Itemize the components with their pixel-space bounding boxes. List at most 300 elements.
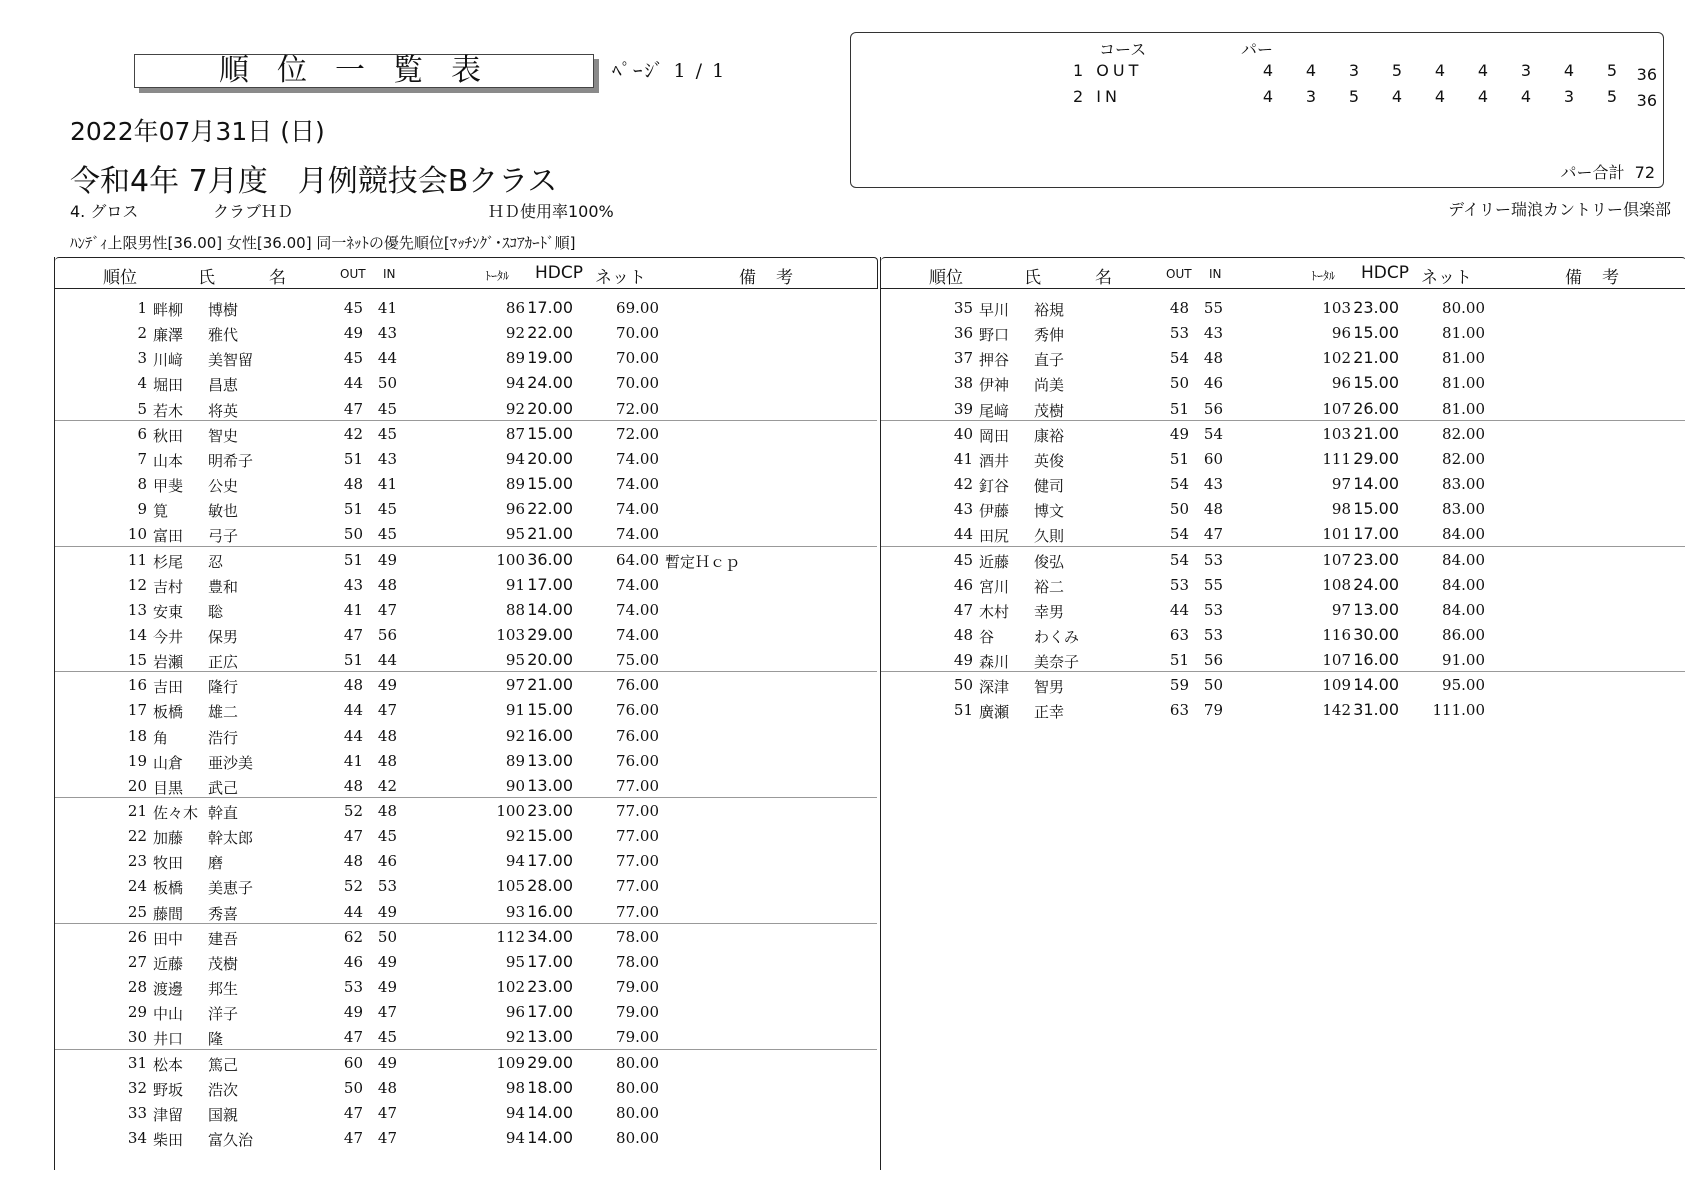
in-score-cell: 45 <box>377 1028 397 1047</box>
net-score-cell: 81.00 <box>1442 324 1485 343</box>
net-score-cell: 74.00 <box>616 575 659 594</box>
hdcp-cell: 34.00 <box>527 926 573 946</box>
hdcp-cell: 21.00 <box>527 524 573 544</box>
rank-cell: 29 <box>127 1003 147 1022</box>
total-score-cell: 89 <box>505 475 525 494</box>
table-row <box>881 421 1685 446</box>
total-score-cell: 96 <box>1331 374 1351 393</box>
net-score-cell: 70.00 <box>616 324 659 343</box>
net-score-cell: 72.00 <box>616 399 659 418</box>
out-score-cell: 47 <box>343 399 363 418</box>
col-hdcp: HDCP <box>535 263 583 283</box>
in-score-cell: 47 <box>377 701 397 720</box>
in-score-cell: 49 <box>377 902 397 921</box>
in-score-cell: 56 <box>1203 399 1223 418</box>
course-name: 1 OUT <box>1073 61 1143 80</box>
surname-cell: 藤間 <box>153 904 184 923</box>
given-name-cell: 正幸 <box>1034 703 1065 722</box>
given-name-cell: 雄二 <box>208 703 239 722</box>
surname-cell: 深津 <box>979 678 1010 697</box>
in-score-cell: 44 <box>377 349 397 368</box>
club-name: デイリー瑞浪カントリー倶楽部 <box>1448 200 1671 219</box>
table-row <box>55 622 877 647</box>
rank-cell: 24 <box>127 877 147 896</box>
course-row <box>851 61 1663 85</box>
surname-cell: 田尻 <box>979 527 1010 546</box>
out-score-cell: 47 <box>343 1028 363 1047</box>
table-row <box>55 1125 877 1150</box>
table-row <box>55 873 877 898</box>
out-score-cell: 53 <box>1169 575 1189 594</box>
in-score-cell: 55 <box>1203 299 1223 317</box>
in-score-cell: 42 <box>377 776 397 795</box>
hdcp-cell: 16.00 <box>527 725 573 745</box>
surname-cell: 尾﨑 <box>979 401 1010 420</box>
net-score-cell: 91.00 <box>1442 651 1485 670</box>
hdcp-cell: 13.00 <box>527 750 573 770</box>
surname-cell: 吉田 <box>153 678 184 697</box>
in-score-cell: 48 <box>377 1078 397 1097</box>
given-name-cell: 浩次 <box>208 1080 239 1099</box>
in-score-cell: 56 <box>377 625 397 644</box>
par-total-label: パー合計 <box>1560 163 1625 182</box>
out-score-cell: 48 <box>1169 299 1189 317</box>
par-header: パー <box>1241 40 1274 59</box>
total-score-cell: 92 <box>505 726 525 745</box>
col-name-sur: 氏 <box>198 268 215 288</box>
scoring-format: 4. グロス <box>70 202 139 221</box>
net-score-cell: 84.00 <box>1442 575 1485 594</box>
net-score-cell: 74.00 <box>616 475 659 494</box>
net-score-cell: 76.00 <box>616 701 659 720</box>
given-name-cell: 秀喜 <box>208 904 239 923</box>
col-remarks-1: 備 <box>1565 268 1582 288</box>
table-row <box>55 823 877 848</box>
table-row <box>881 697 1685 722</box>
given-name-cell: 将英 <box>208 401 239 420</box>
total-score-cell: 142 <box>1322 701 1351 720</box>
hd-rate: ＨＤ使用率100% <box>488 202 614 221</box>
in-score-cell: 50 <box>377 927 397 946</box>
out-score-cell: 53 <box>343 978 363 997</box>
out-score-cell: 54 <box>1169 550 1189 569</box>
hdcp-cell: 15.00 <box>1353 499 1399 519</box>
hdcp-cell: 15.00 <box>527 826 573 846</box>
given-name-cell: 聡 <box>208 602 224 621</box>
hole-par: 5 <box>1391 61 1402 80</box>
net-score-cell: 84.00 <box>1442 550 1485 569</box>
out-score-cell: 54 <box>1169 475 1189 494</box>
rank-cell: 8 <box>137 475 147 494</box>
rank-cell: 23 <box>127 852 147 871</box>
net-score-cell: 83.00 <box>1442 500 1485 519</box>
total-score-cell: 103 <box>1322 299 1351 317</box>
given-name-cell: 美智留 <box>208 351 254 370</box>
net-score-cell: 80.00 <box>616 1078 659 1097</box>
table-row <box>55 647 877 672</box>
hole-par: 5 <box>1606 87 1617 106</box>
surname-cell: 杉尾 <box>153 552 184 571</box>
col-name-given: 名 <box>269 268 286 288</box>
rank-cell: 2 <box>137 324 147 343</box>
total-score-cell: 95 <box>505 651 525 670</box>
results-table-right <box>880 257 1685 1170</box>
total-score-cell: 107 <box>1322 651 1351 670</box>
in-score-cell: 45 <box>377 424 397 443</box>
total-score-cell: 107 <box>1322 550 1351 569</box>
surname-cell: 近藤 <box>153 954 184 973</box>
given-name-cell: 秀伸 <box>1034 326 1065 345</box>
surname-cell: 牧田 <box>153 854 184 873</box>
course-name: 2 IN <box>1073 87 1121 106</box>
table-row <box>55 723 877 748</box>
table-row <box>881 320 1685 345</box>
in-score-cell: 46 <box>377 852 397 871</box>
total-score-cell: 91 <box>505 575 525 594</box>
total-score-cell: 102 <box>1322 349 1351 368</box>
out-score-cell: 51 <box>343 449 363 468</box>
hdcp-cell: 14.00 <box>527 599 573 619</box>
total-score-cell: 90 <box>505 776 525 795</box>
net-score-cell: 81.00 <box>1442 399 1485 418</box>
hdcp-cell: 24.00 <box>1353 574 1399 594</box>
surname-cell: 木村 <box>979 602 1010 621</box>
given-name-cell: 幹直 <box>208 804 239 822</box>
rank-cell: 16 <box>127 676 147 695</box>
out-score-cell: 48 <box>343 852 363 871</box>
rank-cell: 11 <box>127 550 147 569</box>
hole-par: 4 <box>1434 87 1445 106</box>
col-out: OUT <box>1166 267 1192 281</box>
net-score-cell: 84.00 <box>1442 525 1485 544</box>
net-score-cell: 76.00 <box>616 676 659 695</box>
rank-cell: 22 <box>127 827 147 846</box>
rank-cell: 45 <box>953 550 973 569</box>
hdcp-cell: 19.00 <box>527 348 573 368</box>
rank-cell: 40 <box>953 424 973 443</box>
hdcp-cell: 21.00 <box>1353 423 1399 443</box>
total-score-cell: 92 <box>505 399 525 418</box>
table-row <box>55 295 877 320</box>
table-row <box>55 672 877 697</box>
rank-cell: 27 <box>127 952 147 971</box>
net-score-cell: 74.00 <box>616 600 659 619</box>
hole-par: 3 <box>1563 87 1574 106</box>
course-header: コース <box>1099 40 1147 59</box>
rank-cell: 14 <box>127 625 147 644</box>
given-name-cell: 保男 <box>208 627 239 646</box>
net-score-cell: 76.00 <box>616 751 659 770</box>
table-row <box>55 697 877 722</box>
given-name-cell: 尚美 <box>1034 376 1065 395</box>
out-score-cell: 47 <box>343 1103 363 1122</box>
hdcp-cell: 14.00 <box>1353 474 1399 494</box>
in-score-cell: 48 <box>377 751 397 770</box>
total-score-cell: 93 <box>505 902 525 921</box>
hole-par: 4 <box>1520 87 1531 106</box>
in-score-cell: 53 <box>377 877 397 896</box>
hdcp-cell: 18.00 <box>527 1077 573 1097</box>
given-name-cell: 美奈子 <box>1034 653 1080 672</box>
surname-cell: 板橋 <box>153 703 184 722</box>
col-remarks-1: 備 <box>739 268 756 288</box>
rank-cell: 32 <box>127 1078 147 1097</box>
club-hd-label: クラブＨＤ <box>213 202 294 221</box>
table-row <box>881 597 1685 622</box>
out-score-cell: 51 <box>343 500 363 519</box>
total-score-cell: 92 <box>505 1028 525 1047</box>
surname-cell: 宮川 <box>979 577 1010 596</box>
table-row <box>55 320 877 345</box>
table-row <box>55 1100 877 1125</box>
net-score-cell: 74.00 <box>616 525 659 544</box>
in-score-cell: 43 <box>1203 324 1223 343</box>
net-score-cell: 78.00 <box>616 927 659 946</box>
surname-cell: 中山 <box>153 1005 184 1024</box>
given-name-cell: 裕二 <box>1034 577 1065 596</box>
net-score-cell: 70.00 <box>616 349 659 368</box>
in-score-cell: 41 <box>377 475 397 494</box>
out-score-cell: 50 <box>1169 374 1189 393</box>
given-name-cell: 国親 <box>208 1105 239 1124</box>
out-score-cell: 54 <box>1169 349 1189 368</box>
in-score-cell: 48 <box>377 575 397 594</box>
net-score-cell: 74.00 <box>616 500 659 519</box>
hdcp-cell: 21.00 <box>1353 348 1399 368</box>
hdcp-cell: 23.00 <box>1353 549 1399 569</box>
net-score-cell: 64.00 <box>616 550 659 569</box>
surname-cell: 今井 <box>153 627 184 646</box>
hdcp-cell: 23.00 <box>527 801 573 820</box>
table-row <box>881 446 1685 471</box>
out-score-cell: 53 <box>1169 324 1189 343</box>
in-score-cell: 49 <box>377 676 397 695</box>
rank-cell: 4 <box>137 374 147 393</box>
given-name-cell: 智史 <box>208 426 239 445</box>
out-score-cell: 41 <box>343 751 363 770</box>
out-score-cell: 44 <box>343 374 363 393</box>
table-row <box>881 295 1685 320</box>
given-name-cell: 弓子 <box>208 527 239 546</box>
hdcp-cell: 14.00 <box>527 1127 573 1147</box>
hdcp-cell: 17.00 <box>527 1002 573 1022</box>
given-name-cell: 邦生 <box>208 980 239 999</box>
total-score-cell: 96 <box>1331 324 1351 343</box>
course-par-total: 36 <box>1636 65 1657 84</box>
in-score-cell: 41 <box>377 299 397 317</box>
in-score-cell: 53 <box>1203 600 1223 619</box>
rank-cell: 28 <box>127 978 147 997</box>
col-remarks-2: 考 <box>1602 268 1619 288</box>
in-score-cell: 43 <box>377 449 397 468</box>
given-name-cell: 英俊 <box>1034 451 1065 470</box>
rank-cell: 9 <box>137 500 147 519</box>
total-score-cell: 95 <box>505 952 525 971</box>
net-score-cell: 80.00 <box>616 1103 659 1122</box>
par-total-value: 72 <box>1634 163 1655 182</box>
out-score-cell: 50 <box>1169 500 1189 519</box>
out-score-cell: 45 <box>343 349 363 368</box>
surname-cell: 酒井 <box>979 451 1010 470</box>
surname-cell: 秋田 <box>153 426 184 445</box>
in-score-cell: 50 <box>377 374 397 393</box>
total-score-cell: 105 <box>496 877 525 896</box>
col-total: ﾄｰﾀﾙ <box>1311 269 1336 283</box>
surname-cell: 野坂 <box>153 1080 184 1099</box>
surname-cell: 柴田 <box>153 1130 184 1149</box>
in-score-cell: 55 <box>1203 575 1223 594</box>
out-score-cell: 51 <box>343 651 363 670</box>
given-name-cell: 俊弘 <box>1034 552 1065 571</box>
hole-par: 5 <box>1348 87 1359 106</box>
table-row <box>881 521 1685 546</box>
surname-cell: 岡田 <box>979 426 1010 445</box>
table-row <box>881 672 1685 697</box>
total-score-cell: 112 <box>496 927 525 946</box>
net-score-cell: 80.00 <box>616 1128 659 1147</box>
surname-cell: 近藤 <box>979 552 1010 571</box>
given-name-cell: 美恵子 <box>208 879 254 898</box>
table-header-left <box>55 257 878 289</box>
table-row <box>55 899 877 924</box>
surname-cell: 田中 <box>153 929 184 948</box>
page-number: ﾍﾟｰｼﾞ 1 / 1 <box>612 60 727 82</box>
out-score-cell: 63 <box>1169 625 1189 644</box>
surname-cell: 津留 <box>153 1105 184 1124</box>
table-row <box>881 345 1685 370</box>
out-score-cell: 52 <box>343 802 363 820</box>
hdcp-cell: 17.00 <box>527 951 573 971</box>
in-score-cell: 44 <box>377 651 397 670</box>
given-name-cell: 康裕 <box>1034 426 1065 445</box>
net-score-cell: 95.00 <box>1442 676 1485 695</box>
remark-cell: 暫定Ｈｃｐ <box>665 552 741 571</box>
out-score-cell: 51 <box>1169 399 1189 418</box>
out-score-cell: 42 <box>343 424 363 443</box>
total-score-cell: 86 <box>505 299 525 317</box>
given-name-cell: 雅代 <box>208 326 239 345</box>
out-score-cell: 41 <box>343 600 363 619</box>
hdcp-cell: 15.00 <box>527 700 573 720</box>
given-name-cell: 隆 <box>208 1030 224 1049</box>
hdcp-cell: 17.00 <box>527 574 573 594</box>
net-score-cell: 80.00 <box>1442 299 1485 317</box>
hdcp-cell: 23.00 <box>527 977 573 997</box>
out-score-cell: 46 <box>343 952 363 971</box>
hdcp-cell: 20.00 <box>527 448 573 468</box>
total-score-cell: 100 <box>496 550 525 569</box>
surname-cell: 松本 <box>153 1055 184 1074</box>
net-score-cell: 83.00 <box>1442 475 1485 494</box>
hole-par: 4 <box>1434 61 1445 80</box>
out-score-cell: 48 <box>343 676 363 695</box>
table-row <box>55 471 877 496</box>
total-score-cell: 109 <box>1322 676 1351 695</box>
course-par-total: 36 <box>1636 91 1657 110</box>
rank-cell: 18 <box>127 726 147 745</box>
out-score-cell: 49 <box>343 324 363 343</box>
surname-cell: 板橋 <box>153 879 184 898</box>
surname-cell: 野口 <box>979 326 1010 345</box>
surname-cell: 筧 <box>153 502 169 521</box>
out-score-cell: 43 <box>343 575 363 594</box>
hdcp-cell: 17.00 <box>527 851 573 871</box>
surname-cell: 押谷 <box>979 351 1010 370</box>
surname-cell: 安東 <box>153 602 184 621</box>
in-score-cell: 45 <box>377 399 397 418</box>
table-row <box>55 597 877 622</box>
hdcp-cell: 14.00 <box>527 1102 573 1122</box>
given-name-cell: 富久治 <box>208 1130 254 1149</box>
given-name-cell: わくみ <box>1034 627 1080 646</box>
net-score-cell: 74.00 <box>616 625 659 644</box>
col-hdcp: HDCP <box>1361 263 1409 283</box>
net-score-cell: 77.00 <box>616 802 659 820</box>
rank-cell: 7 <box>137 449 147 468</box>
rank-cell: 20 <box>127 776 147 795</box>
rank-cell: 51 <box>953 701 973 720</box>
hdcp-cell: 13.00 <box>527 1027 573 1047</box>
out-score-cell: 63 <box>1169 701 1189 720</box>
surname-cell: 富田 <box>153 527 184 546</box>
table-row <box>881 496 1685 521</box>
in-score-cell: 49 <box>377 952 397 971</box>
hdcp-cell: 24.00 <box>527 373 573 393</box>
rank-cell: 33 <box>127 1103 147 1122</box>
given-name-cell: 武己 <box>208 778 239 797</box>
rank-cell: 12 <box>127 575 147 594</box>
net-score-cell: 77.00 <box>616 827 659 846</box>
surname-cell: 山倉 <box>153 753 184 772</box>
rank-cell: 34 <box>127 1128 147 1147</box>
hdcp-cell: 26.00 <box>1353 398 1399 418</box>
given-name-cell: 忍 <box>208 552 224 571</box>
total-score-cell: 96 <box>505 500 525 519</box>
table-row <box>881 471 1685 496</box>
total-score-cell: 101 <box>1322 525 1351 544</box>
given-name-cell: 篤己 <box>208 1055 239 1074</box>
in-score-cell: 47 <box>1203 525 1223 544</box>
total-score-cell: 94 <box>505 1128 525 1147</box>
net-score-cell: 75.00 <box>616 651 659 670</box>
total-score-cell: 109 <box>496 1053 525 1072</box>
total-score-cell: 91 <box>505 701 525 720</box>
in-score-cell: 45 <box>377 500 397 519</box>
col-net: ネット <box>595 268 646 288</box>
in-score-cell: 47 <box>377 1103 397 1122</box>
out-score-cell: 54 <box>1169 525 1189 544</box>
in-score-cell: 43 <box>377 324 397 343</box>
results-table-left <box>54 257 877 1170</box>
table-row <box>881 396 1685 421</box>
in-score-cell: 45 <box>377 525 397 544</box>
out-score-cell: 49 <box>343 1003 363 1022</box>
total-score-cell: 98 <box>505 1078 525 1097</box>
total-score-cell: 107 <box>1322 399 1351 418</box>
out-score-cell: 62 <box>343 927 363 946</box>
rank-cell: 30 <box>127 1028 147 1047</box>
hdcp-cell: 30.00 <box>1353 624 1399 644</box>
total-score-cell: 103 <box>496 625 525 644</box>
given-name-cell: 久則 <box>1034 527 1065 546</box>
handicap-note: ﾊﾝﾃﾞｨ上限男性[36.00] 女性[36.00] 同一ﾈｯﾄの優先順位[ﾏｯﾁﾝｸﾞ･ｽｺｱｶｰﾄﾞ順] <box>70 234 576 252</box>
hole-par: 4 <box>1477 87 1488 106</box>
hole-par: 4 <box>1391 87 1402 106</box>
out-score-cell: 47 <box>343 625 363 644</box>
surname-cell: 畔柳 <box>153 301 184 319</box>
net-score-cell: 81.00 <box>1442 349 1485 368</box>
out-score-cell: 59 <box>1169 676 1189 695</box>
